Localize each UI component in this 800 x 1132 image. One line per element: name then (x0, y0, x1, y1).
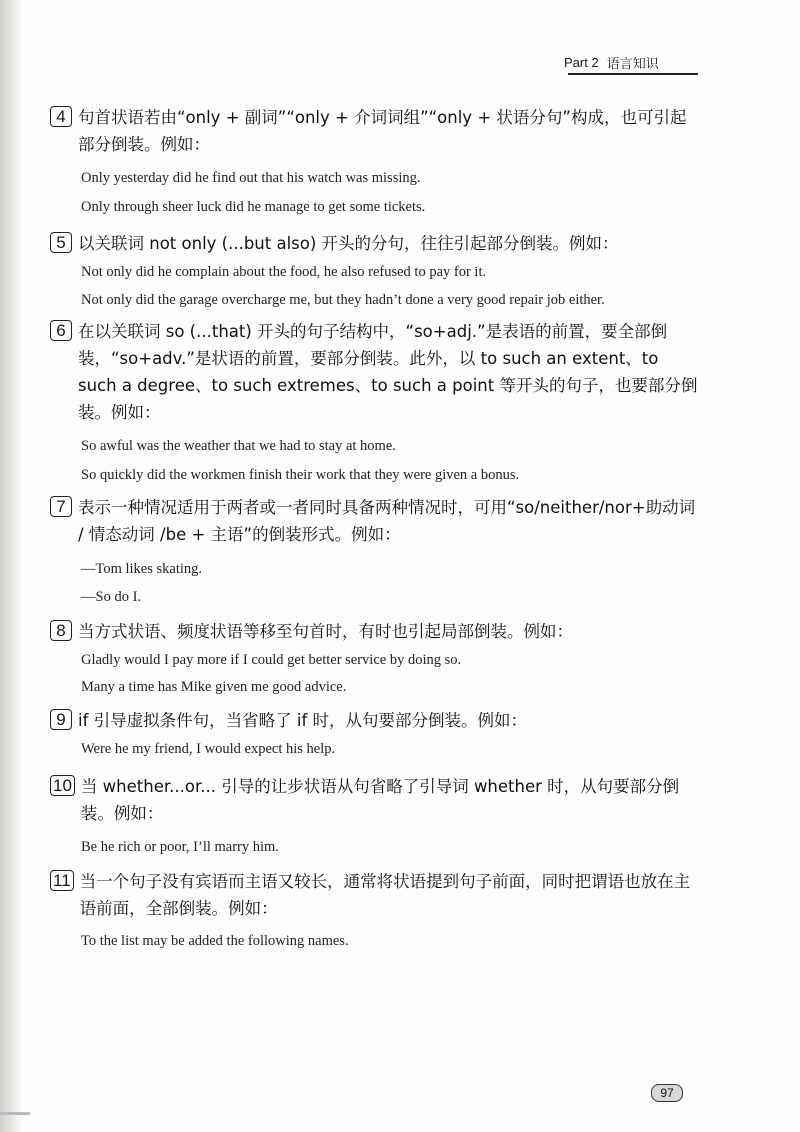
item-number: 10 (50, 775, 75, 796)
header-rule (568, 73, 698, 75)
rule-item-5 (50, 230, 700, 310)
item-number: 9 (50, 709, 72, 730)
example-sentence: Only yesterday did he find out that his watch was missing. (81, 170, 421, 186)
example-sentence: To the list may be added the following names. (81, 933, 349, 949)
rule-text: 在以关联词 so (...that) 开头的句子结构中，“so+adj.”是表语的前置，要全部倒装，“so+adv.”是状语的前置，要部分倒装。此外，以 to such an extent、to such a degree、to such extremes、to such a point 等开头的句子，也要部分倒装。例如： (78, 322, 698, 422)
item-number: 7 (50, 496, 72, 517)
rule-text: 当 whether...or... 引导的让步状语从句省略了引导词 whether 时，从句要部分倒装。例如： (80, 777, 680, 823)
header-section: 语言知识 (606, 56, 659, 72)
example-sentence: So quickly did the workmen finish their work that they were given a bonus. (81, 467, 520, 483)
header-part: Part 2 (564, 54, 599, 70)
item-number: 6 (50, 320, 72, 341)
rule-item-11 (50, 868, 700, 951)
rule-text: 句首状语若由“only + 副词”“only + 介词词组”“only + 状语分句”构成，也可引起部分倒装。例如： (78, 108, 687, 154)
page-gutter-shadow (0, 0, 22, 1132)
example-sentence: Were he my friend, I would expect his help. (81, 741, 336, 757)
item-number: 8 (50, 620, 72, 641)
example-sentence: So awful was the weather that we had to stay at home. (81, 438, 396, 454)
example-sentence: Only through sheer luck did he manage to get some tickets. (81, 199, 426, 215)
rule-item-7 (50, 494, 700, 607)
rule-text: 当一个句子没有宾语而主语又较长，通常将状语提到句子前面，同时把谓语也放在主语前面，全部倒装。例如： (79, 872, 691, 918)
rule-text: 以关联词 not only (...but also) 开头的分句，往往引起部分倒装。例如： (78, 234, 619, 253)
example-sentence: Not only did the garage overcharge me, but they hadn’t done a very good repair job either. (81, 292, 605, 308)
example-sentence: Not only did he complain about the food, he also refused to pay for it. (81, 264, 487, 280)
page-number: 97 (651, 1084, 683, 1102)
running-header (564, 52, 698, 72)
example-sentence: Be he rich or poor, I’ll marry him. (81, 839, 279, 855)
rule-text: 表示一种情况适用于两者或一者同时具备两种情况时，可用“so/neither/nor+助动词 / 情态动词 /be + 主语”的倒装形式。例如： (78, 498, 696, 544)
bottom-edge (0, 1112, 30, 1115)
example-sentence: Many a time has Mike given me good advice. (81, 679, 347, 695)
item-number: 5 (50, 232, 72, 253)
rule-text: 当方式状语、频度状语等移至句首时，有时也引起局部倒装。例如： (78, 622, 573, 641)
rule-item-4 (50, 104, 700, 217)
rule-text: if 引导虚拟条件句，当省略了 if 时，从句要部分倒装。例如： (78, 711, 528, 730)
example-sentence: —So do I. (81, 589, 142, 605)
rule-item-9 (50, 707, 700, 759)
example-sentence: —Tom likes skating. (81, 561, 203, 577)
item-number: 11 (50, 870, 74, 891)
example-sentence: Gladly would I pay more if I could get better service by doing so. (81, 652, 462, 668)
rule-item-10 (50, 773, 700, 857)
item-number: 4 (50, 106, 72, 127)
rule-item-6 (50, 318, 700, 485)
rule-item-8 (50, 618, 700, 697)
